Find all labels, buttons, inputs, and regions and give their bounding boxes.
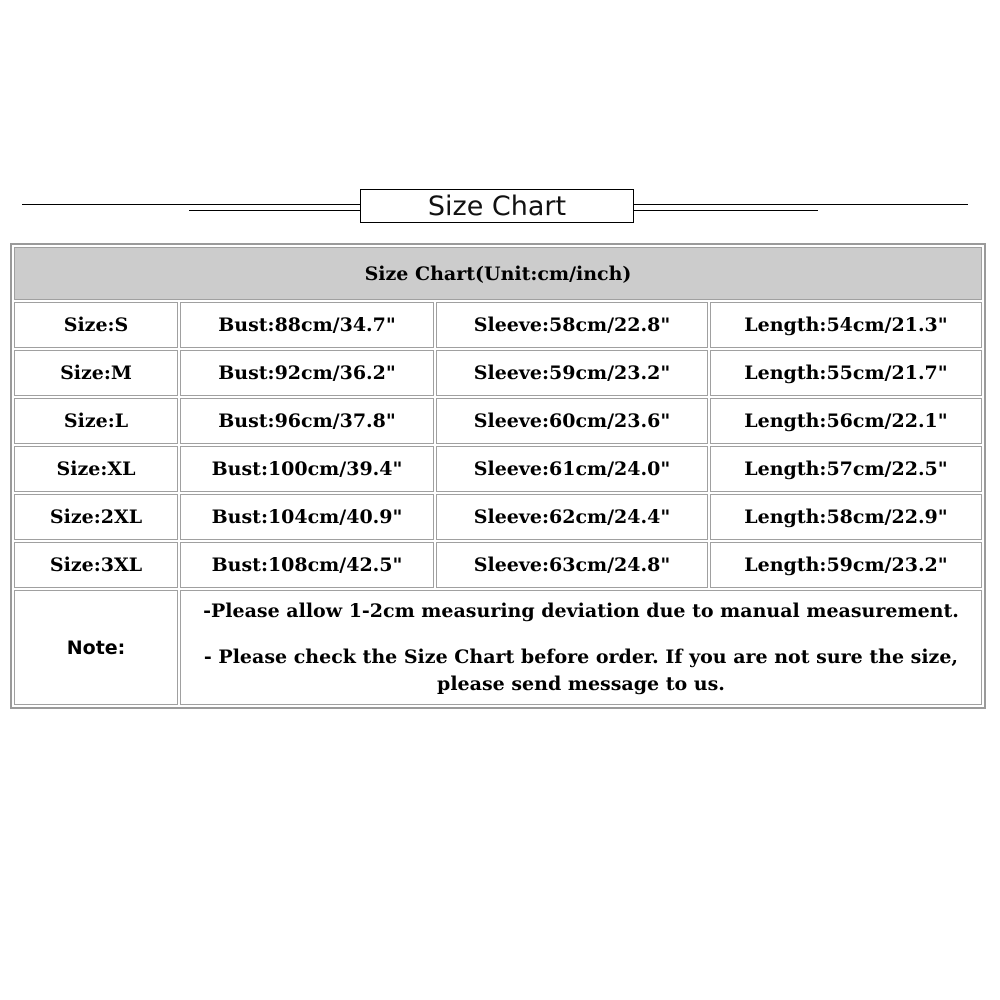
length-cell: Length:54cm/21.3"	[710, 302, 982, 348]
size-table	[12, 245, 984, 707]
sleeve-cell: Sleeve:59cm/23.2"	[436, 350, 708, 396]
table-header: Size Chart(Unit:cm/inch)	[14, 247, 982, 300]
sleeve-cell: Sleeve:61cm/24.0"	[436, 446, 708, 492]
length-cell: Length:57cm/22.5"	[710, 446, 982, 492]
size-cell: Size:3XL	[14, 542, 178, 588]
note-line-1: -Please allow 1-2cm measuring deviation due to manual measurement.	[203, 599, 959, 622]
bust-cell: Bust:88cm/34.7"	[180, 302, 434, 348]
bust-cell: Bust:92cm/36.2"	[180, 350, 434, 396]
bust-cell: Bust:104cm/40.9"	[180, 494, 434, 540]
size-cell: Size:2XL	[14, 494, 178, 540]
header-rule-left-short	[189, 210, 360, 211]
note-label: Note:	[14, 590, 178, 705]
note-line-3: please send message to us.	[437, 672, 725, 695]
length-cell: Length:58cm/22.9"	[710, 494, 982, 540]
table-row	[14, 398, 982, 444]
table-row	[14, 350, 982, 396]
size-cell: Size:S	[14, 302, 178, 348]
size-cell: Size:L	[14, 398, 178, 444]
length-cell: Length:55cm/21.7"	[710, 350, 982, 396]
sleeve-cell: Sleeve:62cm/24.4"	[436, 494, 708, 540]
page-title: Size Chart	[360, 189, 634, 223]
bust-cell: Bust:100cm/39.4"	[180, 446, 434, 492]
size-cell: Size:M	[14, 350, 178, 396]
note-text	[180, 590, 982, 705]
table-row	[14, 542, 982, 588]
sleeve-cell: Sleeve:60cm/23.6"	[436, 398, 708, 444]
header-rule-left-long	[22, 204, 360, 205]
sleeve-cell: Sleeve:58cm/22.8"	[436, 302, 708, 348]
header-rule-right-short	[634, 210, 818, 211]
table-row	[14, 446, 982, 492]
note-row	[14, 590, 982, 705]
size-table-frame	[10, 243, 986, 709]
sleeve-cell: Sleeve:63cm/24.8"	[436, 542, 708, 588]
table-row	[14, 494, 982, 540]
header-rule-right-long	[634, 204, 968, 205]
bust-cell: Bust:108cm/42.5"	[180, 542, 434, 588]
length-cell: Length:56cm/22.1"	[710, 398, 982, 444]
bust-cell: Bust:96cm/37.8"	[180, 398, 434, 444]
table-row	[14, 302, 982, 348]
size-cell: Size:XL	[14, 446, 178, 492]
length-cell: Length:59cm/23.2"	[710, 542, 982, 588]
note-spacer	[181, 625, 981, 644]
note-line-2: - Please check the Size Chart before order. If you are not sure the size,	[203, 645, 959, 668]
